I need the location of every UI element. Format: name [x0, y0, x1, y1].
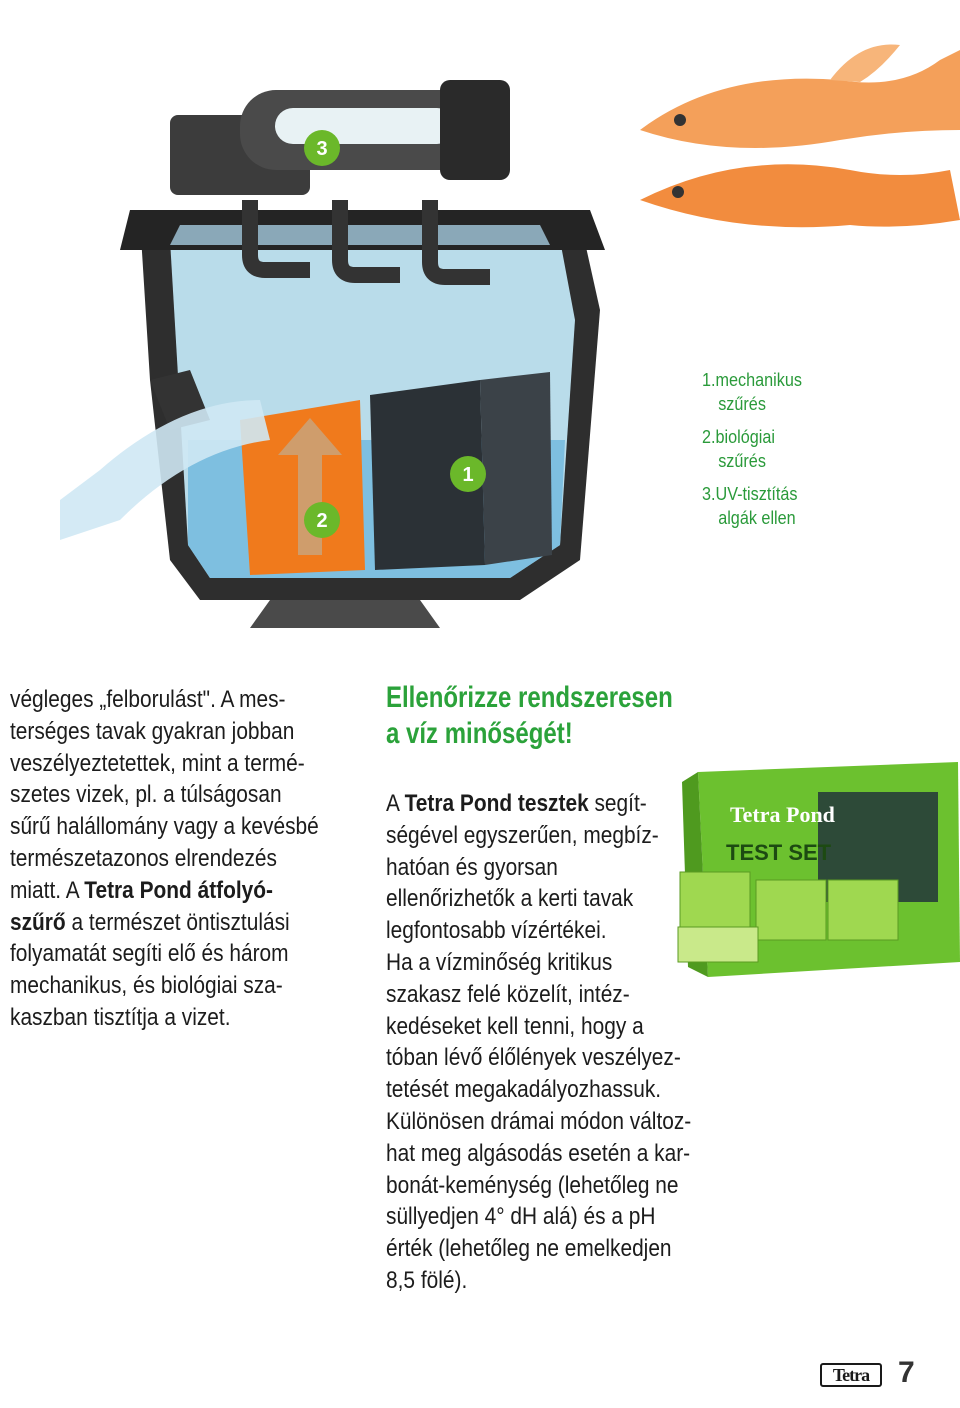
headline-line1: Ellenőrizze rendszeresen: [386, 681, 673, 714]
right-line: szakasz felé közelít, intéz-: [386, 980, 630, 1008]
page-number: 7: [898, 1356, 915, 1389]
test-set-product-image: [668, 762, 960, 982]
legend-item-uv-line2: algák ellen: [718, 508, 796, 528]
badge-uv: [304, 130, 340, 166]
test-kit-small-1: [680, 872, 750, 932]
right-line: [386, 788, 691, 820]
legend-item-uv-line1: 3.UV-tisztítás: [702, 484, 798, 504]
test-kit-card: [678, 927, 758, 962]
badge-uv-label: 3: [316, 138, 328, 160]
right-line: 8,5 fölé).: [386, 1266, 468, 1294]
right-line: tóban lévő élőlények veszélyez-: [386, 1044, 681, 1072]
right-line: Ha a vízminőség kritikus: [386, 948, 613, 976]
filter-legend: [702, 368, 882, 539]
uv-lamp: [275, 108, 455, 144]
left-text-column: [10, 684, 319, 1034]
product-name-bold: Tetra Pond tesztek: [404, 790, 589, 817]
right-line-text: segít-: [588, 790, 647, 817]
test-kit-small-2: [756, 880, 826, 940]
left-line: [10, 875, 319, 907]
right-line: tetését megakadályozhassuk.: [386, 1076, 662, 1104]
left-line: szetes vizek, pl. a túlságosan: [10, 781, 282, 809]
legend-item-mechanical: [702, 368, 882, 416]
goldfish-lower: [640, 164, 960, 227]
goldfish-upper: [640, 44, 960, 148]
badge-biological-label: 2: [316, 510, 328, 532]
legend-item-biological-line2: szűrés: [718, 451, 766, 471]
right-line-text: A: [386, 790, 405, 817]
right-line: ellenőrizhetők a kerti tavak: [386, 885, 634, 913]
right-line: bonát-keménység (lehetőleg ne: [386, 1171, 679, 1199]
left-line-text: a természet öntisztulási: [65, 908, 290, 936]
left-line: természetazonos elrendezés: [10, 844, 277, 872]
section-headline: [386, 680, 673, 752]
left-line: veszélyeztetettek, mint a termé-: [10, 749, 305, 777]
test-set-brand: Tetra Pond: [730, 802, 835, 827]
right-line: hat meg algásodás esetén a kar-: [386, 1139, 691, 1167]
left-line: végleges „felborulást". A mes-: [10, 686, 286, 713]
right-line: hatóan és gyorsan: [386, 853, 558, 881]
product-name-bold: szűrő: [10, 908, 66, 936]
left-line-text: miatt. A: [10, 876, 85, 904]
test-set-drawing: [668, 762, 960, 982]
mechanical-sponge-side: [480, 372, 552, 565]
left-line: terséges tavak gyakran jobban: [10, 717, 295, 745]
filter-rim-inner: [170, 225, 550, 245]
test-set-label: TEST SET: [726, 840, 832, 865]
left-line: folyamatát segíti elő és három: [10, 940, 289, 968]
headline-line2: a víz minőségét!: [386, 717, 573, 750]
left-line: kaszban tisztítja a vizet.: [10, 1003, 231, 1031]
uv-end-cap: [440, 80, 510, 180]
badge-mechanical: [450, 456, 486, 492]
left-line: mechanikus, és biológiai sza-: [10, 972, 283, 1000]
legend-item-uv: [702, 482, 882, 530]
product-name-bold: Tetra Pond átfolyó-: [84, 876, 273, 904]
filter-base: [250, 600, 440, 628]
right-line: Különösen drámai módon változ-: [386, 1107, 692, 1135]
pond-filter-illustration: [60, 0, 620, 670]
right-line: ségével egyszerűen, megbíz-: [386, 821, 659, 849]
right-line: legfontosabb vízértékei.: [386, 917, 607, 945]
goldfish-drawing: [600, 20, 960, 250]
tetra-logo: Tetra: [820, 1363, 882, 1387]
legend-item-biological-line1: 2.biológiai: [702, 427, 775, 447]
pond-filter-drawing: [60, 0, 620, 670]
left-line: [10, 907, 319, 939]
right-line: érték (lehetőleg ne emelkedjen: [386, 1235, 672, 1263]
right-line: kedéseket kell tenni, hogy a: [386, 1012, 644, 1040]
legend-item-mechanical-line2: szűrés: [718, 394, 766, 414]
test-kit-small-3: [828, 880, 898, 940]
right-line: süllyedjen 4° dH alá) és a pH: [386, 1203, 656, 1231]
goldfish-photo: [600, 20, 960, 250]
legend-item-mechanical-line1: 1.mechanikus: [702, 370, 802, 390]
left-line: sűrű halállomány vagy a kevésbé: [10, 813, 319, 841]
right-text-column: [386, 788, 691, 1297]
badge-mechanical-label: 1: [462, 464, 474, 486]
legend-item-biological: [702, 425, 882, 473]
badge-biological: [304, 502, 340, 538]
